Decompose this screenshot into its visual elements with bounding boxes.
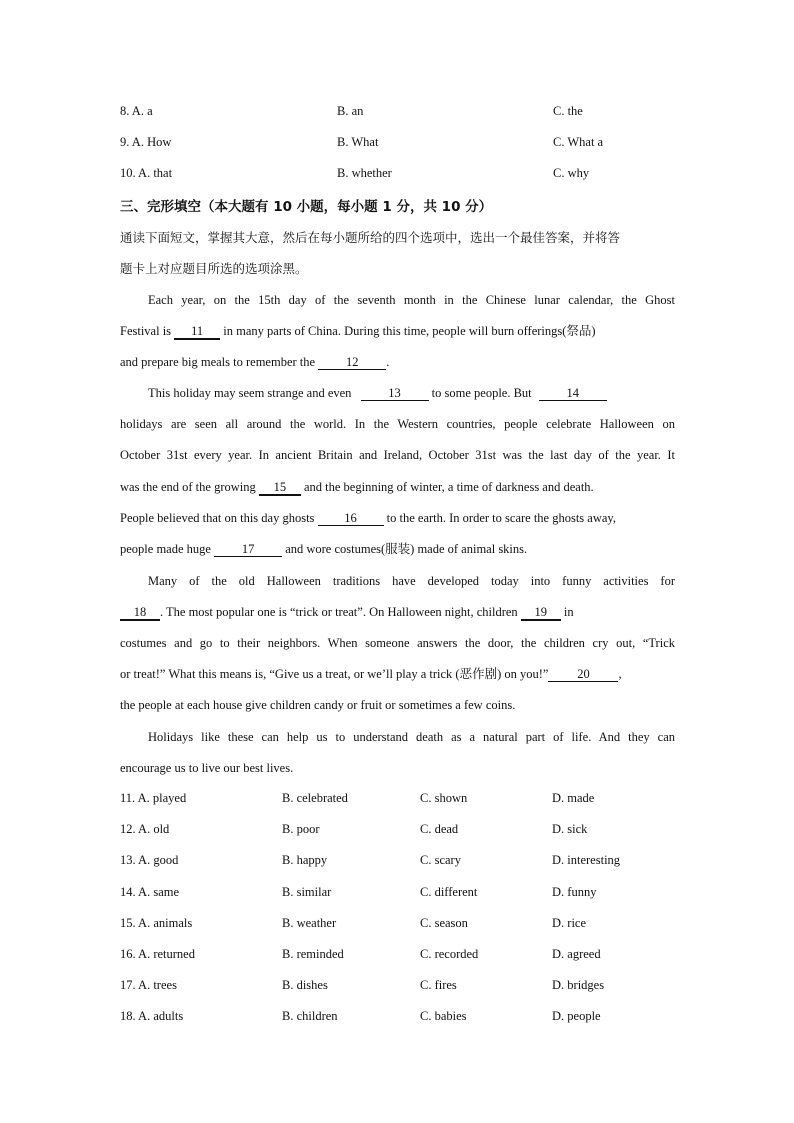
- option-d: D. agreed: [552, 947, 601, 961]
- option-b: B. weather: [282, 916, 337, 930]
- passage-line: people made huge 17 and wore costumes(服装) made of animal skins.: [120, 542, 528, 556]
- option-d: D. rice: [552, 916, 587, 930]
- option-c: C. What a: [553, 135, 604, 149]
- instruction-line: 题卡上对应题目所选的选项涂黑。: [120, 261, 308, 276]
- option-row: [0, 947, 794, 967]
- passage-line: Many of the old Halloween traditions have developed today into funny activities for: [148, 574, 675, 588]
- option-d: D. made: [552, 791, 595, 805]
- option-b: B. children: [282, 1009, 338, 1023]
- option-row: [0, 135, 794, 155]
- blank-17: 17: [214, 543, 282, 557]
- blank-14: 14: [539, 387, 607, 401]
- passage-line: People believed that on this day ghosts 16 to the earth. In order to scare the ghosts away,: [120, 511, 616, 525]
- option-b: B. What: [337, 135, 379, 149]
- option-b: B. happy: [282, 853, 328, 867]
- passage-line: the people at each house give children candy or fruit or sometimes a few coins.: [120, 698, 516, 712]
- passage-line: Holidays like these can help us to understand death as a natural part of life. And they can: [148, 730, 675, 744]
- option-b: B. reminded: [282, 947, 344, 961]
- passage-line: This holiday may seem strange and even 13 to some people. But 14: [148, 385, 675, 401]
- passage-line: 18 . The most popular one is “trick or treat”. On Halloween night, children 19 in: [120, 604, 675, 621]
- passage-line: encourage us to live our best lives.: [120, 761, 294, 775]
- option-row: [0, 853, 794, 873]
- passage-line: Each year, on the 15th day of the seventh month in the Chinese lunar calendar, the Ghost: [148, 293, 675, 307]
- option-c: C. recorded: [420, 947, 479, 961]
- option-row: [0, 104, 794, 124]
- option-b: B. similar: [282, 885, 332, 899]
- blank-19: 19: [521, 606, 561, 621]
- option-c: C. dead: [420, 822, 459, 836]
- option-c: C. scary: [420, 853, 461, 867]
- option-a: 14. A. same: [120, 885, 180, 899]
- section-title: 三、完形填空（本大题有 10 小题，每小题 1 分，共 10 分）: [120, 199, 493, 215]
- blank-18: 18: [120, 606, 160, 621]
- option-row: [0, 166, 794, 186]
- passage-line: or treat!” What this means is, “Give us a treat, or we’ll play a trick (恶作剧) on you!” 20 ,: [120, 667, 622, 681]
- option-d: D. people: [552, 1009, 601, 1023]
- option-b: B. poor: [282, 822, 320, 836]
- option-b: B. an: [337, 104, 364, 118]
- passage-line: and prepare big meals to remember the 12 .: [120, 355, 390, 369]
- passage-line: costumes and go to their neighbors. When someone answers the door, the children cry out, “Trick: [120, 636, 675, 650]
- option-d: D. interesting: [552, 853, 621, 867]
- option-c: C. why: [553, 166, 590, 180]
- option-a: 18. A. adults: [120, 1009, 184, 1023]
- option-c: C. different: [420, 885, 478, 899]
- option-c: C. fires: [420, 978, 457, 992]
- option-b: B. celebrated: [282, 791, 348, 805]
- option-row: [0, 978, 794, 998]
- option-b: B. dishes: [282, 978, 328, 992]
- option-a: 13. A. good: [120, 853, 179, 867]
- blank-11: 11: [174, 325, 220, 340]
- option-a: 11. A. played: [120, 791, 187, 805]
- option-c: C. babies: [420, 1009, 467, 1023]
- option-c: C. season: [420, 916, 468, 930]
- option-row: [0, 791, 794, 811]
- option-row: [0, 1009, 794, 1029]
- option-d: D. bridges: [552, 978, 605, 992]
- option-a: 8. A. a: [120, 104, 153, 118]
- passage-line: Festival is 11 in many parts of China. During this time, people will burn offerings(祭品): [120, 324, 596, 338]
- option-a: 10. A. that: [120, 166, 173, 180]
- option-a: 12. A. old: [120, 822, 170, 836]
- option-a: 15. A. animals: [120, 916, 193, 930]
- option-d: D. sick: [552, 822, 588, 836]
- blank-20: 20: [548, 668, 618, 682]
- option-a: 9. A. How: [120, 135, 172, 149]
- option-row: [0, 916, 794, 936]
- option-b: B. whether: [337, 166, 392, 180]
- option-a: 16. A. returned: [120, 947, 195, 961]
- instruction-line: 通读下面短文，掌握其大意，然后在每小题所给的四个选项中，选出一个最佳答案，并将答: [120, 230, 621, 245]
- option-c: C. the: [553, 104, 583, 118]
- option-a: 17. A. trees: [120, 978, 177, 992]
- option-row: [0, 885, 794, 905]
- option-c: C. shown: [420, 791, 468, 805]
- blank-15: 15: [259, 481, 301, 496]
- passage-line: holidays are seen all around the world. In the Western countries, people celebrate Halloween on: [120, 417, 675, 431]
- option-d: D. funny: [552, 885, 597, 899]
- passage-line: was the end of the growing 15 and the beginning of winter, a time of darkness and death.: [120, 480, 594, 494]
- option-row: [0, 822, 794, 842]
- passage-line: October 31st every year. In ancient Britain and Ireland, October 31st was the last day of the year. It: [120, 448, 675, 462]
- blank-13: 13: [361, 387, 429, 401]
- blank-16: 16: [318, 512, 384, 526]
- blank-12: 12: [318, 356, 386, 370]
